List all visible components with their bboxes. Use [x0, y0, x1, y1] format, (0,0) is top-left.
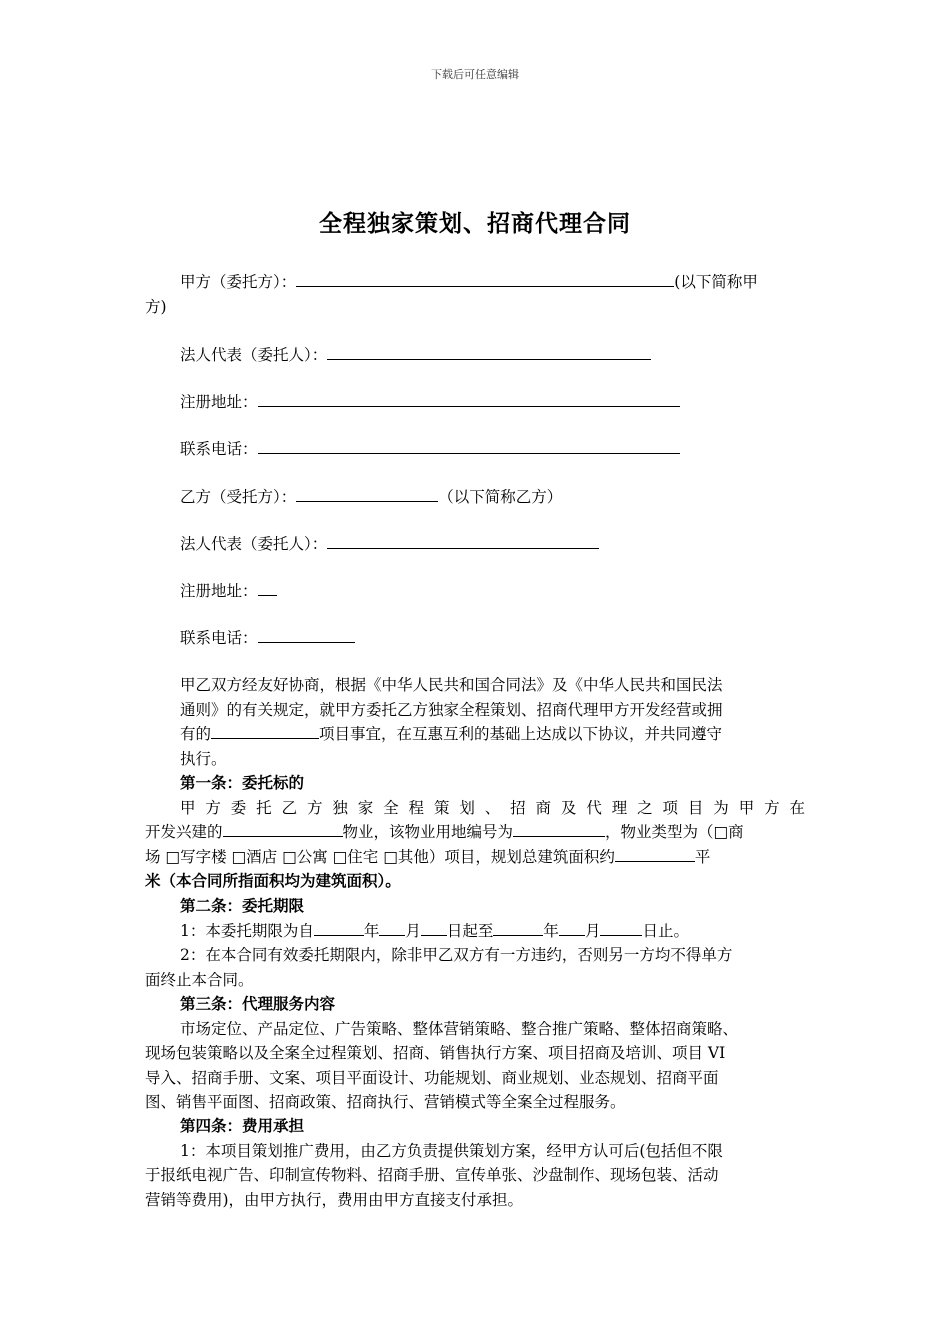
end-month-blank[interactable] — [559, 919, 585, 936]
party-b-rep-line — [180, 532, 599, 555]
party-a-name-suffix-cont: 方) — [145, 298, 167, 316]
article-3-line: 现场包装策略以及全案全过程策划、招商、销售执行方案、项目招商及培训、项目 VI — [145, 1044, 726, 1062]
party-a-name-blank[interactable] — [296, 270, 674, 287]
article-4-line: 1：本项目策划推广费用，由乙方负责提供策划方案，经甲方认可后(包括但不限 — [180, 1141, 723, 1160]
article-2-item-2-cont: 面终止本合同。 — [145, 970, 254, 989]
party-b-rep-blank[interactable] — [327, 532, 599, 549]
party-b-address-line — [180, 579, 277, 602]
page-header: 下载后可任意编辑 — [431, 68, 519, 81]
intro-text: 项目事宜，在互惠互利的基础上达成以下协议，并共同遵守 — [319, 725, 723, 743]
article-3-line: 导入、招商手册、文案、项目平面设计、功能规划、商业规划、业态规划、招商平面 — [145, 1068, 719, 1087]
party-a-phone-blank[interactable] — [258, 437, 680, 454]
party-a-address-line — [180, 390, 680, 413]
article-3-heading: 第三条：代理服务内容 — [180, 994, 336, 1013]
party-a-address-blank[interactable] — [258, 390, 680, 407]
article-4-line: 营销等费用)，由甲方执行，费用由甲方直接支付承担。 — [145, 1190, 524, 1209]
article-1-heading: 第一条：委托标的 — [180, 773, 305, 792]
land-number-blank[interactable] — [513, 820, 605, 837]
article-1 — [145, 771, 805, 894]
start-year-blank[interactable] — [314, 919, 364, 936]
article-1-line: 甲方委托乙方独家全程策划、招商及代理之项目为甲方在 — [180, 798, 805, 817]
article-4 — [145, 1114, 805, 1212]
document-title: 全程独家策划、招商代理合同 — [319, 210, 631, 237]
party-a-phone-line — [180, 437, 680, 460]
party-b-name-blank[interactable] — [296, 485, 438, 502]
party-b-name-suffix: （以下简称乙方） — [438, 488, 563, 506]
article-3 — [145, 992, 805, 1115]
article-1-line: 场 □写字楼 □酒店 □公寓 □住宅 □其他）项目，规划总建筑面积约 平 — [145, 845, 805, 870]
party-a-rep-blank[interactable] — [327, 343, 651, 360]
intro-paragraph — [180, 673, 805, 771]
party-b-phone-line — [180, 626, 355, 649]
intro-text: 有的 — [180, 725, 212, 743]
article-2-heading: 第二条：委托期限 — [180, 896, 305, 915]
intro-line: 执行。 — [180, 749, 227, 768]
article-2-item-2: 2：在本合同有效委托期限内，除非甲乙双方有一方违约，否则另一方均不得单方 — [180, 946, 733, 964]
article-1-line: 米（本合同所指面积均为建筑面积）。 — [145, 871, 401, 890]
development-blank[interactable] — [223, 820, 343, 837]
party-b-rep-label: 法人代表（委托人）： — [180, 535, 328, 553]
start-month-blank[interactable] — [379, 919, 405, 936]
article-1-line: 开发兴建的 物业，该物业用地编号为 ，物业类型为（□商 — [145, 820, 805, 845]
party-a-name-line — [180, 270, 758, 293]
article-3-line: 图、销售平面图、招商政策、招商执行、营销模式等全案全过程服务。 — [145, 1093, 626, 1111]
article-4-heading: 第四条：费用承担 — [180, 1116, 305, 1135]
party-a-phone-label: 联系电话： — [180, 440, 258, 458]
article-2-item-1: 1：本委托期限为自 年 月 日起至 年 月 日止。 — [145, 919, 805, 944]
intro-line: 甲乙双方经友好协商，根据《中华人民共和国合同法》及《中华人民共和国民法 — [180, 676, 723, 694]
article-3-line: 市场定位、产品定位、广告策略、整体营销策略、整合推广策略、整体招商策略、 — [180, 1019, 739, 1038]
intro-line — [180, 722, 805, 747]
party-a-rep-label: 法人代表（委托人）： — [180, 346, 328, 364]
area-blank[interactable] — [615, 845, 695, 862]
party-a-rep-line — [180, 343, 651, 366]
party-b-phone-blank[interactable] — [258, 626, 355, 643]
party-b-address-blank[interactable] — [258, 579, 277, 596]
project-name-blank[interactable] — [211, 722, 319, 739]
end-year-blank[interactable] — [493, 919, 543, 936]
article-2 — [145, 894, 805, 992]
party-a-address-label: 注册地址： — [180, 393, 258, 411]
party-a-name-suffix: (以下简称甲 — [674, 273, 758, 291]
party-b-phone-label: 联系电话： — [180, 629, 258, 647]
end-day-blank[interactable] — [600, 919, 642, 936]
article-4-line: 于报纸电视广告、印制宣传物料、招商手册、宣传单张、沙盘制作、现场包装、活动 — [145, 1166, 719, 1184]
start-day-blank[interactable] — [421, 919, 447, 936]
party-b-address-label: 注册地址： — [180, 582, 258, 600]
party-b-name-line — [180, 485, 562, 508]
party-b-name-label: 乙方（受托方）： — [180, 488, 297, 506]
intro-line: 通则》的有关规定，就甲方委托乙方独家全程策划、招商代理甲方开发经营或拥 — [180, 700, 723, 719]
party-a-name-label: 甲方（委托方）： — [180, 273, 297, 291]
